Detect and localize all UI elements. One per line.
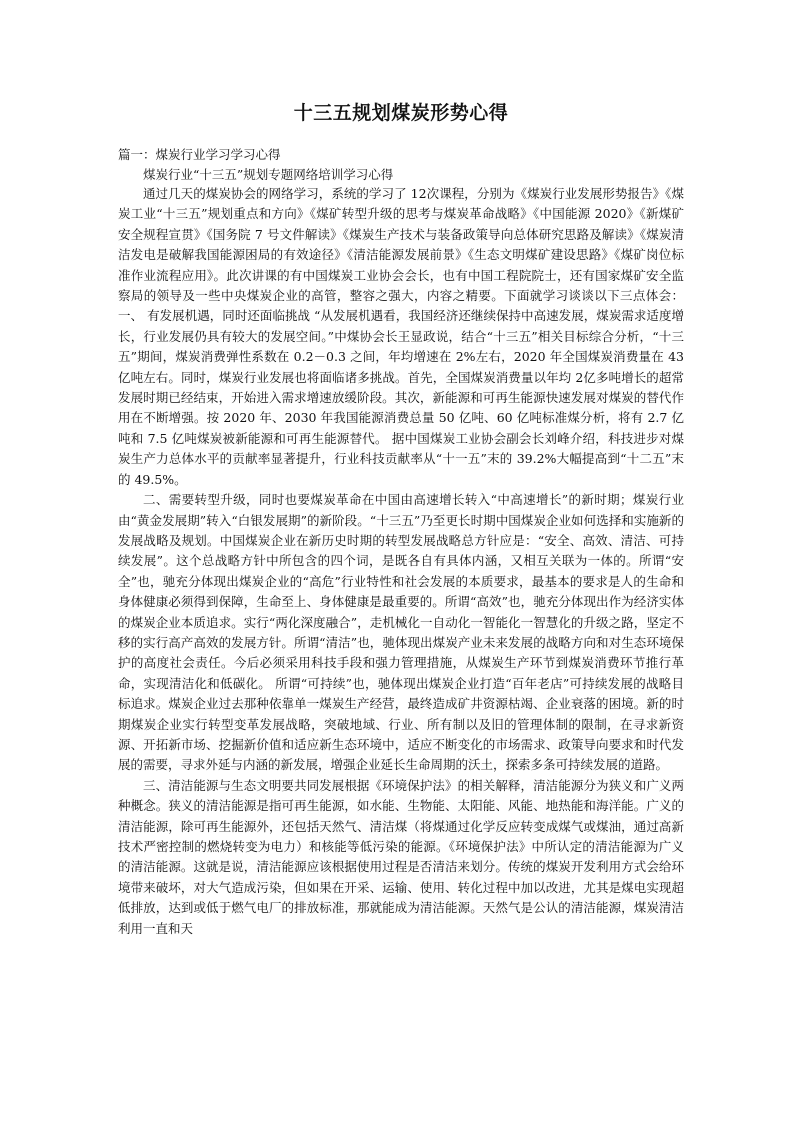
section-heading: 篇一：煤炭行业学习学习心得 — [118, 147, 281, 162]
document-page — [118, 98, 684, 939]
document-title: 十三五规划煤炭形势心得 — [293, 102, 509, 124]
subheading: 煤炭行业“十三五”规划专题网络培训学习心得 — [143, 166, 394, 182]
paragraph-2: 二、需要转型升级，同时也要煤炭革命在中国由高速增长转入“中高速增长”的新时期；煤炭行业由“黄金发展期”转入“白银发展期”的新阶段。“十三五”乃至更长时期中国煤炭企业如何选择和实施新的发展战略及规划。中国煤炭企业在新历史时期的转型发展战略总方针应是：“安全、高效、清洁、可持续发展”。这个总战略方针中所包含的四个词，是既各自有具体内涵，又相互关联为一体的。所谓“安全”也，驰充分体现出煤炭企业的“高危”行业特性和社会发展的本质要求，最基本的要求是人的生命和身体健康必须得到保障，生命至上、身体健康是最重要的。所谓“高效”也，驰充分体现出作为经济实体的煤炭企业本质追求。实行“两化深度融合”，走机械化一自动化一智能化一智慧化的升级之路，坚定不移的实行高产高效的发展方针。所谓“清洁”也，驰体现出煤炭产业未来发展的战略方向和对生态环境保护的高度社会责任。今后必须采用科技手段和强力管理措施，从煤炭生产环节到煤炭消费环节推行革命，实现清洁化和低碳化。 所谓“可持续”也，驰体现出煤炭企业打造“百年老店”可持续发展的战略目标追求。煤炭企业过去那种依靠单一煤炭生产经营，最终造成矿井资源枯竭、企业衰落的困境。新的时期煤炭企业实行转型变革发展战略，突破地域、行业、所有制以及旧的管理体制的限制，在寻求新资源、开拓新市场、挖掘新价值和适应新生态环境中，适应不断变化的市场需求、政策导向要求和时代发展的需要，寻求外延与内涵的新发展，增强企业延长生命周期的沃土，探索多条可持续发展的道路。 — [118, 492, 684, 773]
paragraph-1: 通过几天的煤炭协会的网络学习，系统的学习了 12次课程，分别为《煤炭行业发展形势报告》《煤炭工业“十三五”规划重点和方向》《煤矿转型升级的思考与煤炭革命战略》《中国能源 2020》《新煤矿安全规程宣贯》《国务院 7 号文件解读》《煤炭生产技术与装备政策导向总体研究思路及解读》《煤炭清洁发电是破解我国能源困局的有效途径》《清洁能源发展前景》《生态文明煤矿建设思路》《煤矿岗位标准作业流程应用》。此次讲课的有中国煤炭工业协会会长，也有中国工程院院士，还有国家煤矿安全监察局的领导及一些中央煤炭企业的高管，整容之强大，内容之精要。下面就学习谈谈以下三点体会：一、 有发展机遇，同时还面临挑战 “从发展机遇看，我国经济还继续保持中高速发展，煤炭需求适度增长，行业发展仍具有较大的发展空间。”中煤协会长王显政说，结合“十三五”相关目标综合分析，“十三五”期间，煤炭消费弹性系数在 0.2－0.3 之间，年均增速在 2%左右，2020 年全国煤炭消费量在 43 亿吨左右。同时，煤炭行业发展也将面临诸多挑战。首先，全国煤炭消费量以年均 2亿多吨增长的超常发展时期已经结束，开始进入需求增速放缓阶段。其次，新能源和可再生能源快速发展对煤炭的替代作用在不断增强。按 2020 年、2030 年我国能源消费总量 50 亿吨、60 亿吨标准煤分析，将有 2.7 亿吨和 7.5 亿吨煤炭被新能源和可再生能源替代。 据中国煤炭工业协会副会长刘峰介绍，科技进步对煤炭生产力总体水平的贡献率显著提升，行业科技贡献率从“十一五”末的 39.2%大幅提高到“十二五”末的 49.5%。 — [118, 186, 684, 487]
paragraph-3: 三、清洁能源与生态文明要共同发展根据《环境保护法》的相关解释，清洁能源分为狭义和广义两种概念。狭义的清洁能源是指可再生能源，如水能、生物能、太阳能、风能、地热能和海洋能。广义的清洁能源，除可再生能源外，还包括天然气、清洁煤（将煤通过化学反应转变成煤气或煤油，通过高新技术严密控制的燃烧转变为电力）和核能等低污染的能源。《环境保护法》中所认定的清洁能源为广义的清洁能源。这就是说，清洁能源应该根据使用过程是否清洁来划分。传统的煤炭开发利用方式会给环境带来破坏，对大气造成污染，但如果在开采、运输、使用、转化过程中加以改进，尤其是煤电实现超低排放，达到或低于燃气电厂的排放标准，那就能成为清洁能源。天然气是公认的清洁能源，煤炭清洁利用一直和天 — [118, 777, 684, 936]
